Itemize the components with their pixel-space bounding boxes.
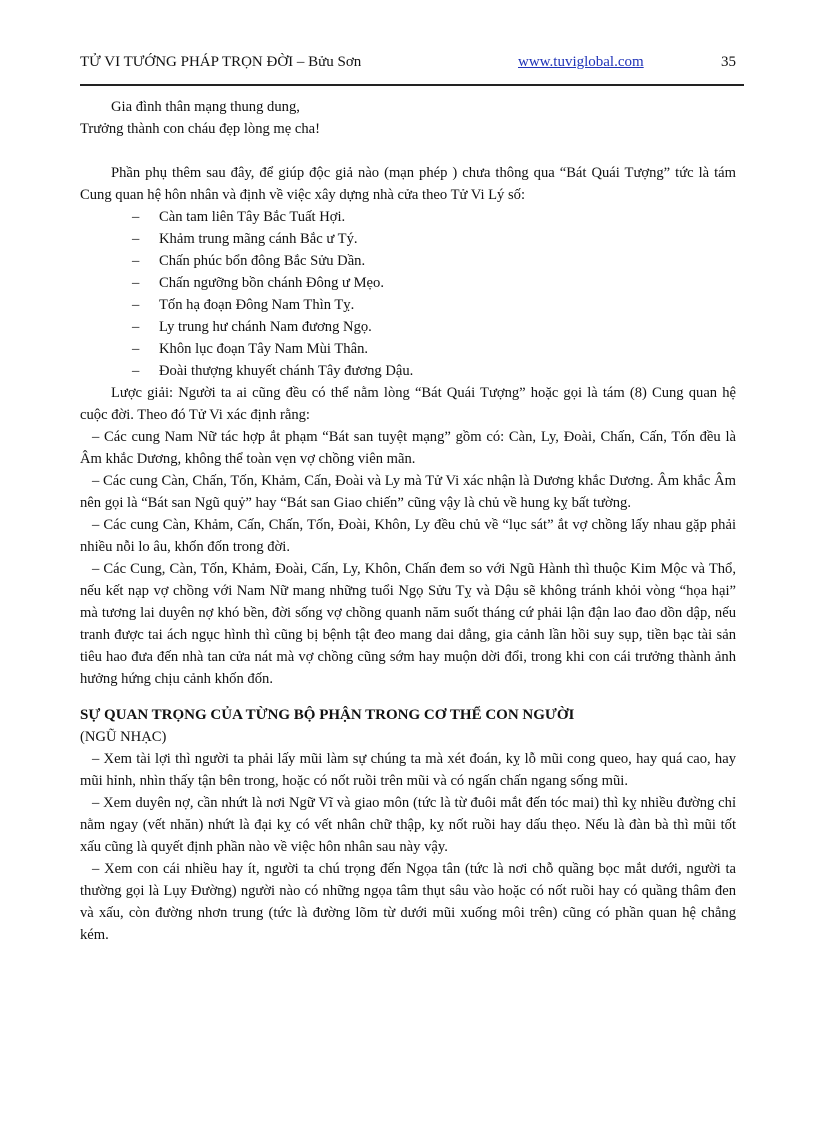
luoc-giai-paragraph: Lược giải: Người ta ai cũng đều có thể nằm lòng “Bát Quái Tượng” hoặc gọi là tám (8) Cung quan hệ cuộc đời. Theo đó Tử Vi xác định rằng: <box>80 385 736 423</box>
point-paragraph: – Các cung Càn, Khảm, Cấn, Chấn, Tốn, Đoài, Khôn, Ly đều chủ về “lục sát” ắt vợ chồng lấy nhau gặp phải nhiều nỗi lo âu, khốn đốn trong đời. <box>80 517 736 555</box>
point-paragraph: – Các Cung, Càn, Tốn, Khảm, Đoài, Cấn, Ly, Khôn, Chấn đem so với Ngũ Hành thì thuộc Kim Mộc và Thổ, nếu kết nạp vợ chồng với Nam Nữ mang những tuổi Ngọ Sửu Tỵ và Dậu sẽ không tránh khỏi vòng “họa hại” mà tương lai duyên nợ khó bền, đời sống vợ chồng quanh năm suốt tháng cứ phải lận đận lao đao dồn dập, nếu tranh được tai ách ngục hình thì cũng bị bệnh tật đeo mang dai dẳng, gia cảnh lần hồi suy sụp, tiền bạc tài sản tiêu hao đưa đến nhà tan cửa nát mà vợ chồng cũng sớm hay muộn dời đổi, trong khi con cái trưởng thành ảnh hưởng hứng chịu cảnh khốn đốn. <box>80 561 736 687</box>
page-header <box>80 54 736 78</box>
intro-paragraph: Phần phụ thêm sau đây, để giúp độc giả nào (mạn phép ) chưa thông qua “Bát Quái Tượng” tức là tám Cung quan hệ hôn nhân và định về việc xây dựng nhà cửa theo Tử Vi Lý số: <box>80 165 736 203</box>
point-paragraph: – Các cung Nam Nữ tác hợp ắt phạm “Bát san tuyệt mạng” gồm có: Càn, Ly, Đoài, Chấn, Cấn, Tốn đều là Âm khắc Dương, không thể toàn vẹn vợ chồng viên mãn. <box>80 429 736 467</box>
list-item: – Chấn phúc bổn đông Bắc Sửu Dần. <box>132 250 736 272</box>
section-heading: SỰ QUAN TRỌNG CỦA TỪNG BỘ PHẬN TRONG CƠ THỂ CON NGƯỜI <box>80 707 575 723</box>
section-paragraph: – Xem duyên nợ, cần nhứt là nơi Ngữ Vĩ và giao môn (tức là từ đuôi mắt đến tóc mai) thì kỵ nhiều đường chỉ nằm ngay (vết nhăn) nhứt là đại kỵ có vết nhân chữ thập, kỵ nốt ruồi hay dấu thẹo. Nếu là đàn bà thì mũi tốt xấu cũng là quyết định phần nào về việc hôn nhân sau này vậy. <box>80 795 736 855</box>
point-paragraph: – Các cung Càn, Chấn, Tốn, Khảm, Cấn, Đoài và Ly mà Tử Vi xác nhận là Dương khắc Dương. Âm khắc Âm nên gọi là “Bát san Ngũ quỷ” hay “Bát san Giao chiến” cũng vậy là chủ về hung kỵ bất tường. <box>80 473 736 511</box>
section-paragraph: – Xem tài lợi thì người ta phải lấy mũi làm sự chúng ta mà xét đoán, kỵ lỗ mũi cong queo, hay quá cao, hay mũi hỉnh, nhìn thấy tận bên trong, hoặc có nốt ruồi trên mũi và có ngấn chấn ngang sống mũi. <box>80 751 736 789</box>
list-item: – Chấn ngưỡng bồn chánh Đông ư Mẹo. <box>132 272 736 294</box>
list-item: – Tốn hạ đoạn Đông Nam Thìn Tỵ. <box>132 294 736 316</box>
header-title: TỬ VI TƯỚNG PHÁP TRỌN ĐỜI – Bửu Sơn <box>80 54 362 70</box>
list-item: – Ly trung hư chánh Nam đương Ngọ. <box>132 316 736 338</box>
header-rule <box>80 84 744 86</box>
section-subheading: (NGŨ NHẠC) <box>80 729 167 745</box>
bat-quai-list <box>80 206 736 382</box>
page-body <box>80 96 736 946</box>
section-paragraph: – Xem con cái nhiều hay ít, người ta chú trọng đến Ngọa tân (tức là nơi chỗ quầng bọc mắt dưới, người ta thường gọi là Lụy Đường) người nào có những ngọa tâm thụt sâu vào hoặc có nốt ruồi hay có quầng thâm đen và xấu, còn đường nhơn trung (tức là đường lõm từ dưới mũi xuống môi trên) cũng có phần quan hệ chẳng kém. <box>80 861 736 943</box>
list-item: – Càn tam liên Tây Bắc Tuất Hợi. <box>132 206 736 228</box>
website-link[interactable]: www.tuviglobal.com <box>518 54 644 70</box>
poem-line: Trưởng thành con cháu đẹp lòng mẹ cha! <box>80 121 321 137</box>
list-item: – Đoài thượng khuyết chánh Tây đương Dậu. <box>132 360 736 382</box>
list-item: – Khôn lục đoạn Tây Nam Mùi Thân. <box>132 338 736 360</box>
page-number: 35 <box>721 54 736 70</box>
poem-line: Gia đình thân mạng thung dung, <box>111 99 300 115</box>
list-item: – Khảm trung mãng cánh Bắc ư Tý. <box>132 228 736 250</box>
